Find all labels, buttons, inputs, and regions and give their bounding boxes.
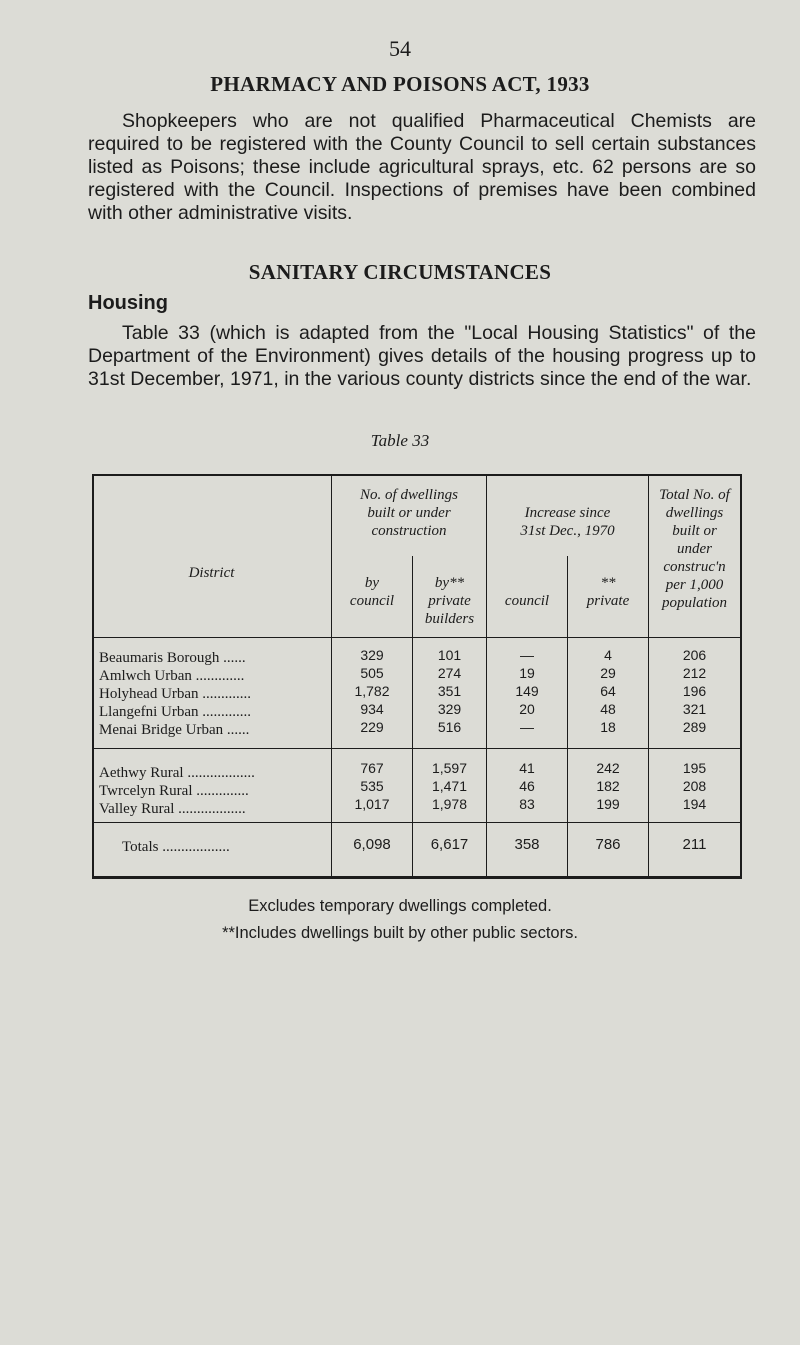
header-dwellings-line: No. of dwellings (360, 487, 458, 503)
total-cell: 208 (682, 778, 707, 794)
header-total-line: per 1,000 (665, 577, 724, 593)
totals-by-council: 6,098 (353, 836, 391, 853)
table-border-left (92, 474, 94, 878)
inc-council-cell: 46 (519, 778, 535, 794)
header-total-line: built or (672, 523, 717, 539)
total-cell: 206 (682, 647, 707, 663)
inc-council-cell: — (520, 647, 534, 663)
total-cell: 194 (682, 796, 707, 812)
sanitary-heading: SANITARY CIRCUMSTANCES (248, 260, 552, 284)
header-total (649, 486, 740, 612)
by-council-cell: 535 (360, 778, 384, 794)
housing-table (92, 474, 742, 878)
header-total-line: Total No. of (659, 487, 730, 503)
totals-label: Totals .................. (122, 839, 230, 855)
by-private-cell: 351 (437, 683, 462, 699)
header-by-private (413, 574, 486, 628)
header-total-line: construc'n (663, 559, 726, 575)
inc-council-cell: 41 (519, 760, 535, 776)
table-caption: Table 33 (370, 431, 430, 450)
by-private-cell: 1,597 (431, 760, 468, 776)
header-dwellings-line: built or under (367, 505, 451, 521)
header-by-private-line: builders (424, 611, 475, 627)
pharmacy-heading: PHARMACY AND POISONS ACT, 1933 (210, 72, 590, 96)
total-cell: 196 (682, 683, 707, 699)
inc-private-cell: 48 (600, 701, 616, 717)
totals-inc-private: 786 (595, 836, 621, 853)
by-private-cell: 1,978 (431, 796, 468, 812)
table-border-top (92, 474, 742, 476)
header-increase-line: Increase since (524, 505, 611, 521)
inc-council-cell: 83 (519, 796, 535, 812)
by-council-cell: 505 (360, 665, 384, 681)
by-council-cell: 1,017 (354, 796, 390, 812)
by-private-cell: 1,471 (431, 778, 468, 794)
total-cell: 195 (682, 760, 707, 776)
header-increase-group (487, 504, 648, 540)
header-dwellings-group (332, 486, 486, 540)
totals-rule (92, 822, 742, 823)
header-by-private-line: private (428, 593, 471, 609)
header-district: District (188, 565, 235, 581)
by-private-cell: 329 (437, 701, 462, 717)
header-inc-private-line: private (586, 593, 630, 609)
inc-private-cell: 64 (600, 683, 616, 699)
total-cell: 321 (682, 701, 707, 717)
inc-private-cell: 4 (604, 647, 612, 663)
table-border-right (740, 474, 742, 878)
footnote-excludes: Excludes temporary dwellings completed. (248, 897, 552, 915)
header-total-line: dwellings (665, 505, 724, 521)
district-name: Menai Bridge Urban ...... (99, 722, 250, 738)
header-total-line: under (677, 541, 712, 557)
district-name: Amlwch Urban ............. (99, 668, 245, 684)
table-border-bottom (92, 876, 742, 879)
group-rule (92, 748, 742, 749)
district-name: Llangefni Urban ............. (99, 704, 252, 720)
by-council-cell: 767 (360, 760, 384, 776)
by-private-cell: 101 (437, 647, 462, 663)
by-council-cell: 229 (360, 719, 384, 735)
by-council-cell: 329 (360, 647, 384, 663)
header-rule (92, 637, 742, 638)
header-inc-private (568, 574, 648, 610)
inc-private-cell: 199 (596, 796, 620, 812)
header-total-line: population (661, 595, 727, 611)
header-inc-council: council (504, 593, 550, 609)
inc-private-cell: 182 (596, 778, 620, 794)
header-by-council-line: council (349, 593, 395, 609)
pharmacy-paragraph: Shopkeepers who are not qualified Pharmaceutical Chemists are required to be registered with the County Council to sell certain substances listed as Poisons; these include agricultural sprays, etc. 62 persons are so registered with the Council. Inspections of premises have been combined with other administrative visits. (88, 110, 756, 224)
district-name: Holyhead Urban ............. (99, 686, 252, 702)
header-inc-private-line: ** (600, 575, 616, 591)
header-by-council (332, 574, 412, 610)
housing-subheading: Housing (88, 292, 168, 314)
housing-paragraph: Table 33 (which is adapted from the "Local Housing Statistics" of the Department of the Environment) gives details of the housing progress up to 31st December, 1971, in the various county districts since the end of the war. (88, 322, 756, 390)
inc-private-cell: 29 (600, 665, 616, 681)
header-by-council-line: by (364, 575, 380, 591)
district-name: Aethwy Rural .................. (99, 765, 255, 781)
by-private-cell: 516 (437, 719, 462, 735)
by-council-cell: 1,782 (354, 683, 390, 699)
totals-inc-council: 358 (514, 836, 540, 853)
by-private-cell: 274 (437, 665, 462, 681)
header-by-private-line: by** (434, 575, 465, 591)
inc-council-cell: 19 (519, 665, 535, 681)
total-cell: 289 (682, 719, 707, 735)
district-name: Beaumaris Borough ...... (99, 650, 246, 666)
header-dwellings-line: construction (371, 523, 447, 539)
totals-total: 211 (682, 836, 707, 853)
inc-private-cell: 242 (596, 760, 620, 776)
header-increase-line: 31st Dec., 1970 (520, 523, 615, 539)
page-number: 54 (389, 36, 411, 61)
inc-council-cell: 149 (515, 683, 539, 699)
by-council-cell: 934 (360, 701, 384, 717)
footnote-includes: **Includes dwellings built by other public sectors. (222, 924, 578, 942)
inc-council-cell: — (520, 719, 534, 735)
inc-private-cell: 18 (600, 719, 616, 735)
totals-by-private: 6,617 (430, 836, 469, 853)
inc-council-cell: 20 (519, 701, 535, 717)
district-name: Twrcelyn Rural .............. (99, 783, 249, 799)
total-cell: 212 (682, 665, 707, 681)
district-name: Valley Rural .................. (99, 801, 246, 817)
